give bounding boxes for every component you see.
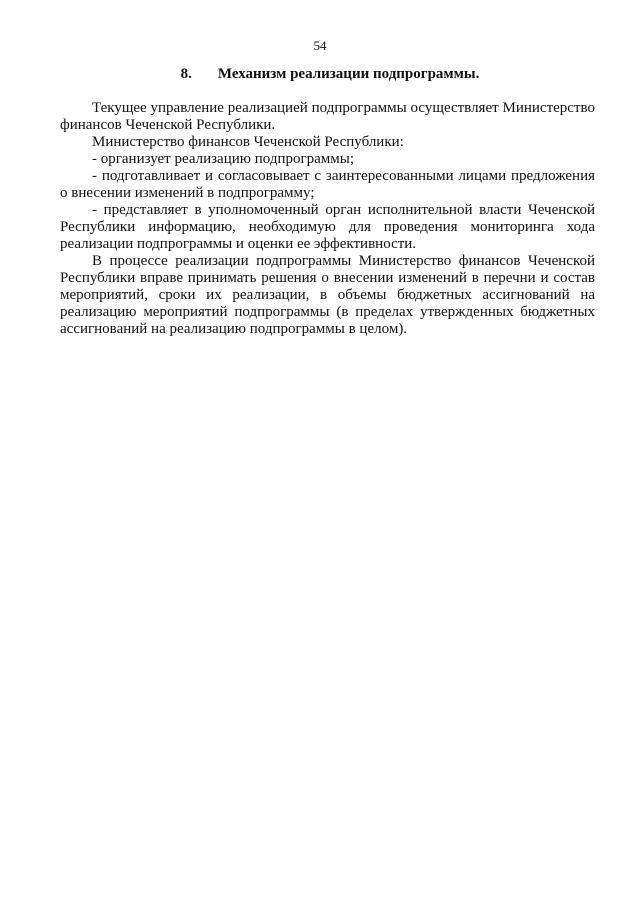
paragraph-management: Текущее управление реализацией подпрограммы осуществляет Министерство финансов Чеченской Республики. [60,100,595,133]
section-heading [60,66,600,83]
paragraph-ministry-intro: Министерство финансов Чеченской Республики: [92,134,404,150]
page-number: 54 [313,38,327,53]
document-body [60,100,595,338]
section-title: Механизм реализации подпрограммы. [217,66,480,82]
list-item-organizes: - организует реализацию подпрограммы; [92,151,355,167]
list-item-prepares: - подготавливает и согласовывает с заинтересованными лицами предложения о внесении изменений в подпрограмму; [60,168,595,201]
section-number: 8. [180,66,192,82]
paragraph-rights: В процессе реализации подпрограммы Министерство финансов Чеченской Республики вправе принимать решения о внесении изменений в перечни и состав мероприятий, сроки их реализации, в объемы бюджетных ассигнований на реализацию мероприятий подпрограммы (в пределах утвержденных бюджетных ассигнований на реализацию подпрограммы в целом). [60,253,595,337]
list-item-submits: - представляет в уполномоченный орган исполнительной власти Чеченской Республики информацию, необходимую для проведения мониторинга хода реализации подпрограммы и оценки ее эффективности. [60,202,595,252]
